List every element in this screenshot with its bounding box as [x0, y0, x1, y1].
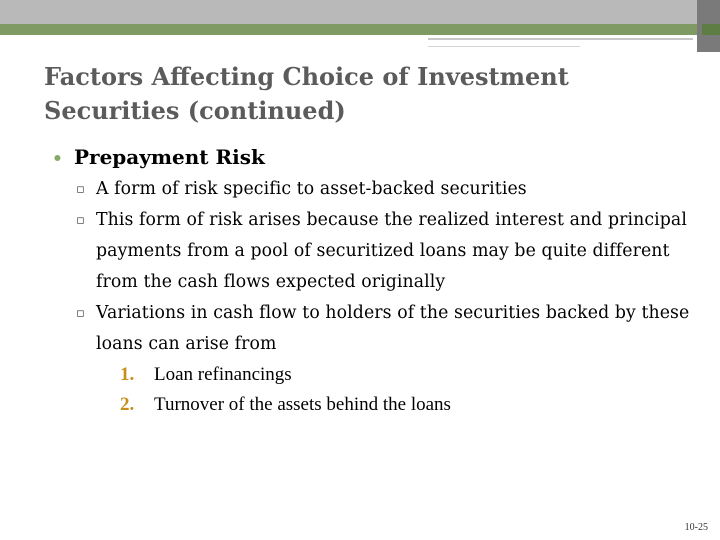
header-band-green [0, 24, 720, 35]
sub-bullet-list [52, 174, 692, 420]
square-bullet-icon: ▫ [76, 306, 85, 321]
page-number: 10-25 [684, 522, 708, 533]
numbered-item-text: Loan refinancings [154, 364, 292, 385]
bullet-dot-icon: • [52, 149, 63, 169]
numbered-item [120, 360, 692, 390]
sub-bullet-item [76, 174, 692, 205]
square-bullet-icon: ▫ [76, 213, 85, 228]
slide-title: Factors Affecting Choice of Investment Securities (continued) [44, 62, 569, 125]
sub-bullet-text: A form of risk specific to asset-backed securities [96, 179, 527, 199]
item-number: 1. [120, 364, 135, 385]
decorative-rule [428, 38, 693, 40]
slide-body [52, 142, 692, 420]
numbered-list [76, 360, 692, 420]
header-corner-accent [702, 24, 720, 35]
bullet-label: Prepayment Risk [74, 145, 265, 169]
sub-bullet-text: Variations in cash flow to holders of the securities backed by these loans can arise from [96, 303, 690, 354]
bullet-item [52, 142, 692, 174]
square-bullet-icon: ▫ [76, 182, 85, 197]
item-number: 2. [120, 394, 135, 415]
sub-bullet-item [76, 205, 692, 298]
numbered-item-text: Turnover of the assets behind the loans [154, 394, 451, 415]
sub-bullet-text: This form of risk arises because the realized interest and principal payments from a pool of securitized loans may be quite different from the cash flows expected originally [96, 210, 687, 292]
numbered-item [120, 390, 692, 420]
header-band-gray [0, 0, 720, 24]
sub-bullet-item [76, 298, 692, 360]
decorative-rule-short [428, 46, 580, 47]
